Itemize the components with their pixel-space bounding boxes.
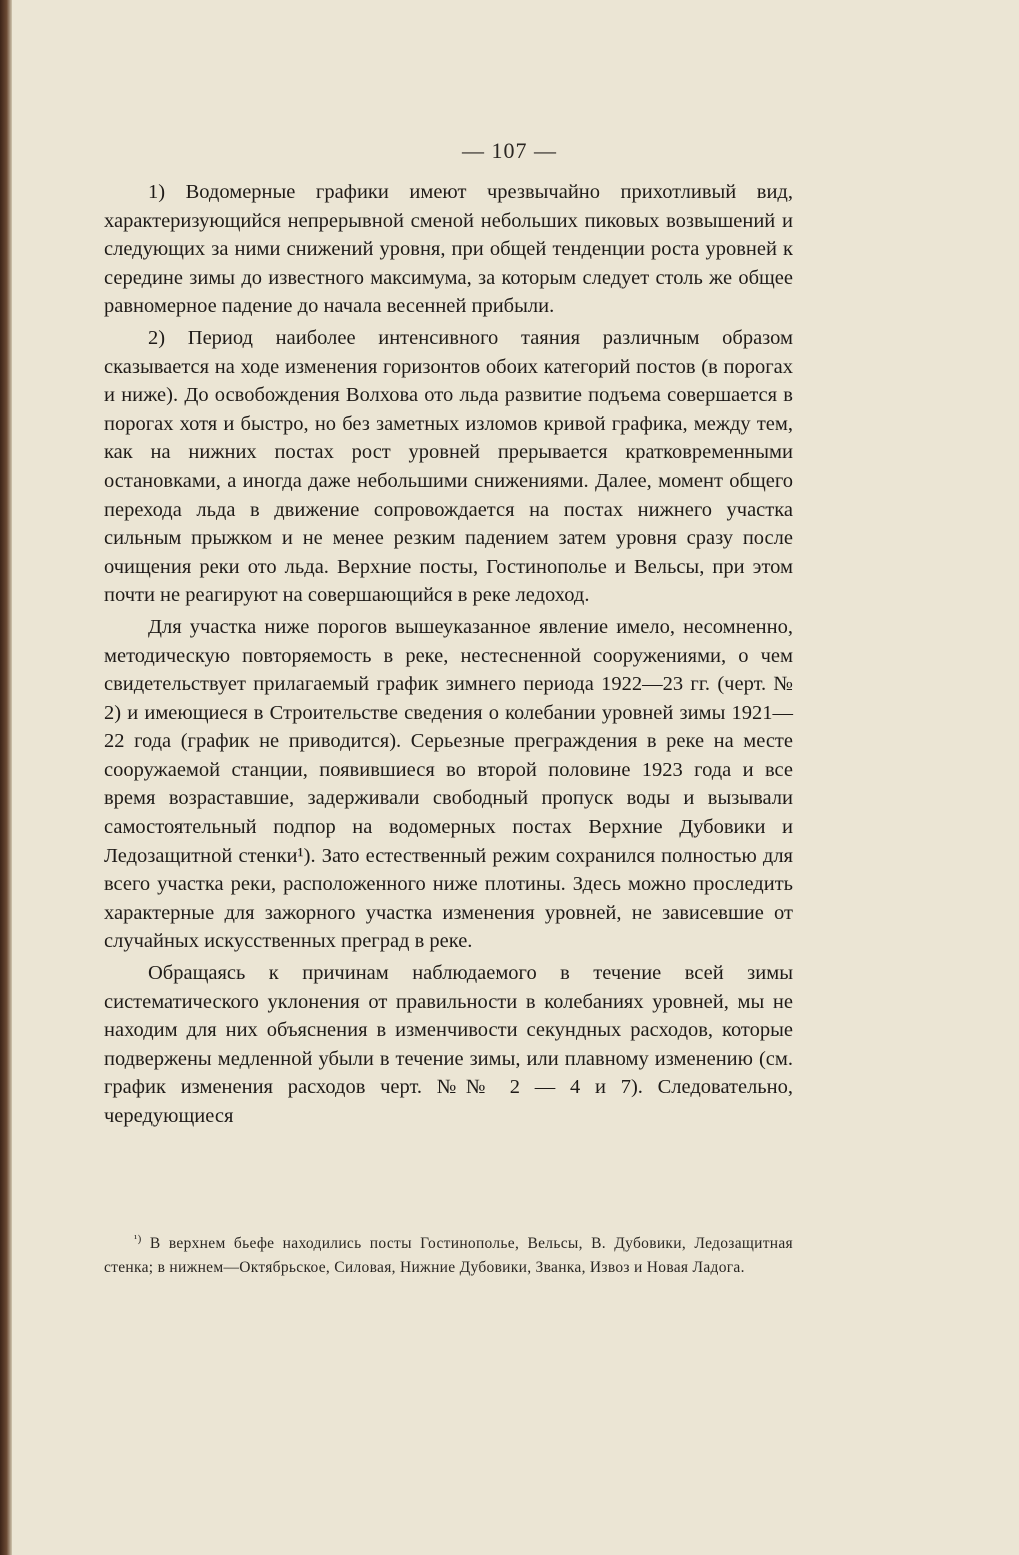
paragraph-1: 1) Водомерные графики имеют чрезвычайно прихотливый вид, характеризующийся непрерывной сменой небольших пиковых возвышений и следующих за ними снижений уровня, при общей тенденции роста уровней к середине зимы до известного максимума, за которым следует столь же общее равномерное падение до начала весенней прибыли. <box>104 181 793 318</box>
paragraph-3: Для участка ниже порогов вышеуказанное явление имело, несомненно, методическую повторяемость в реке, нестесненной сооружениями, о чем свидетельствует прилагаемый график зимнего периода 1922—23 гг. (черт. № 2) и имеющиеся в Строительстве сведения о колебании уровней зимы 1921—22 года (график не приводится). Серьезные преграждения в реке на месте сооружаемой станции, появившиеся во второй половине 1923 года и все время возраставшие, задерживали свободный пропуск воды и вызывали самостоятельный подпор на водомерных постах Верхние Дубовики и Ледозащитной стенки¹). Зато естественный режим сохранился полностью для всего участка реки, расположенного ниже плотины. Здесь можно проследить характерные для зажорного участка изменения уровней, не зависевшие от случайных искусственных преград в реке. <box>104 615 793 953</box>
footnote-text: В верхнем бьефе находились посты Гостинополье, Вельсы, В. Дубовики, Ледозащитная стенка; в нижнем—Октябрьское, Силовая, Нижние Дубовики, Званка, Извоз и Новая Ладога. <box>104 1235 793 1276</box>
footnote <box>104 1232 793 1280</box>
book-binding-edge <box>0 0 12 1555</box>
footnote-mark: ¹) <box>134 1232 142 1245</box>
paragraph-2: 2) Период наиболее интенсивного таяния различным образом сказывается на ходе изменения горизонтов обоих категорий постов (в порогах и ниже). До освобождения Волхова ото льда развитие подъема совершается в порогах хотя и быстро, но без заметных изломов кривой графика, между тем, как на нижних постах рост уровней прерывается кратковременными остановками, а иногда даже небольшими снижениями. Далее, момент общего перехода льда в движение сопровождается на постах нижнего участка сильным прыжком и не менее резким падением затем уровня сразу после очищения реки ото льда. Верхние посты, Гостинополье и Вельсы, при этом почти не реагируют на совершающийся в реке ледоход. <box>104 326 793 607</box>
paragraph-4: Обращаясь к причинам наблюдаемого в течение всей зимы систематического уклонения от правильности в колебаниях уровней, мы не находим для них объяснения в изменчивости секундных расходов, которые подвержены медленной убыли в течение зимы, или плавному изменению (см. график изменения расходов черт. №№ 2 — 4 и 7). Следовательно, чередующиеся <box>104 962 793 1127</box>
body-text <box>104 178 793 1134</box>
page-number: — 107 — <box>462 138 557 163</box>
